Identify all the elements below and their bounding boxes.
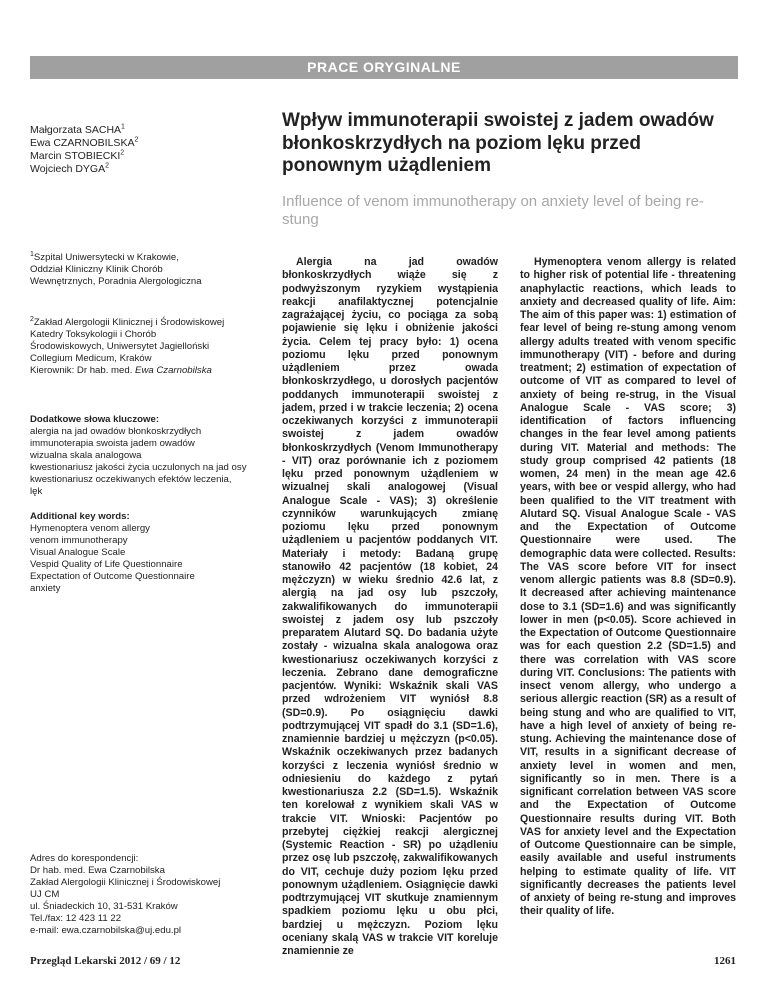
correspondence-address: Adres do korespondencji: Dr hab. med. Ewa Czarnobilska Zakład Alergologii Klinicznej i Środowiskowej UJ CM ul. Śniadeckich 10, 31-531 Kraków Tel./fax: 12 423 11 22 e-mail: ewa.czarnobilska@uj.edu.pl: [30, 853, 221, 936]
section-banner: PRACE ORYGINALNE: [30, 56, 738, 79]
keyword: anxiety: [30, 583, 61, 594]
keyword: Vespid Quality of Life Questionnaire: [30, 559, 183, 570]
keyword: Hymenoptera venom allergy: [30, 523, 150, 534]
keywords-english: [30, 511, 270, 595]
affiliation-2: $^2$Zakład Alergologii Klinicznej i Środowiskowej Katedry Toksykologii i Chorób Środowiskowych, Uniwersytet Jagielloński Collegium Medicum, Kraków Kierownik: Dr hab. med. Ewa Czarnobilska: [30, 315, 225, 376]
keyword: kwestionariusz jakości życia uczulonych na jad osy: [30, 462, 247, 473]
top-margin: [0, 0, 768, 47]
keyword: wizualna skala analogowa: [30, 450, 142, 461]
keyword: kwestionariusz oczekiwanych efektów leczenia,: [30, 474, 232, 485]
keywords-polish: [30, 414, 270, 498]
keywords-heading: Dodatkowe słowa kluczowe:: [30, 414, 160, 425]
abstract-polish: Alergia na jad owadów błonkoskrzydłych wiąże się z podwyższonym ryzykiem wystąpienia reakcji anafilaktycznej potencjalnie zagrażającej życiu, co pociąga za sobą pojawienie się lęku i obniżenie jakości życia. Celem tej pracy było: 1) ocena poziomu lęku przed ponownym użądleniem przez owada błonkoskrzydłego, u dorosłych pacjentów poddanych immunoterapii swoistej z jadem, przed i w trakcie leczenia; 2) ocena oczekiwanych korzyści z immunoterapii swoistej z jadem owadów błonkoskrzydłych (Venom Immunotherapy - VIT) oraz porównanie ich z poziomem lęku przed ponownym użądleniem w wizualnej skali analogowej (Visual Analogue Scale - VAS); 3) określenie czynników warunkujących zmianę poziomu lęku przed ponownym użądleniem u pacjentów poddanych VIT. Materiały i metody: Badaną grupę stanowiło 42 pacjentów (18 kobiet, 24 mężczyzn) w wieku średnio 42.6 lat, z alergią na jad osy lub pszczoły, zakwalifikowanych do immunoterapii swoistej z jadem osy lub pszczoły preparatem Alutard SQ. Do badania użyte zostały - wizualna skala analogowa oraz kwestionariusz oczekiwanych korzyści z leczenia. Zebrano dane demograficzne pacjentów. Wyniki: Wskaźnik skali VAS przed wdrożeniem VIT wyniósł 8.8 (SD=0.9). Po osiągnięciu dawki podtrzymującej VIT spadł do 3.1 (SD=1.6), znamiennie bardziej u mężczyzn (p<0.05). Wskaźnik oczekiwanych przez badanych korzyści z leczenia wyniósł średnio w odniesieniu do każdego z pytań kwestionariusza 2.2 (SD=1.5). Wskaźnik ten korelował z wynikiem skali VAS w trakcie VIT. Wnioski: Pacjentów po przebytej ciężkiej reakcji alergicznej (Systemic Reaction - SR) po użądleniu przez osę lub pszczołę, zakwalifikowanych do VIT, cechuje duży poziom lęku przed ponownym użądleniem. Osiągnięcie dawki podtrzymującej VIT skutkuje znamiennym spadkiem poziomu lęku u obu płci, bardziej u mężczyzn. Poziom lęku oceniany skalą VAS w trakcie VIT koreluje znamiennie ze: [282, 256, 498, 957]
keyword: Expectation of Outcome Questionnaire: [30, 571, 195, 582]
keywords-heading: Additional key words:: [30, 511, 130, 522]
article-title-english: Influence of venom immunotherapy on anxiety level of being re-stung: [282, 193, 704, 228]
author: Małgorzata SACHA$^1$: [30, 123, 125, 136]
author: Ewa CZARNOBILSKA$^2$: [30, 136, 139, 149]
keyword: Visual Analogue Scale: [30, 547, 126, 558]
author: Marcin STOBIECKI$^2$: [30, 149, 125, 162]
keyword: alergia na jad owadów błonkoskrzydłych: [30, 426, 202, 437]
article-title-polish: Wpływ immunoterapii swoistej z jadem owadów błonkoskrzydłych na poziom lęku przed ponownym użądleniem: [282, 110, 714, 176]
keyword: immunoterapia swoista jadem owadów: [30, 438, 195, 449]
affiliation-1: $^1$Szpital Uniwersytecki w Krakowie, Oddział Kliniczny Klinik Chorób Wewnętrznych, Poradnia Alergologiczna: [30, 250, 202, 287]
keyword: lęk: [30, 486, 43, 497]
page-number: 1261: [714, 955, 736, 967]
keyword: venom immunotherapy: [30, 535, 128, 546]
author: Wojciech DYGA$^2$: [30, 162, 109, 175]
journal-citation: Przegląd Lekarski 2012 / 69 / 12: [30, 955, 181, 967]
abstract-english: Hymenoptera venom allergy is related to higher risk of potential life - threatening anaphylactic reactions, which leads to anxiety and decreased quality of life. Aim: The aim of this paper was: 1) estimation of fear level of being re-stung among venom allergy adults treated with venom specific immunotherapy (VIT) - before and during treatment; 2) estimation of expectation of outcome of VIT as compared to level of anxiety of being re-strug, in the Visual Analogue Scale - VAS score; 3) identification of factors influencing changes in the fear level among patients during VIT. Material and methods: The study group comprised 42 patients (18 women, 24 men) in the mean age 42.6 years, with bee or vespid allergy, who had been qualified to the VIT treatment with Alutard SQ. Visual Analogue Scale - VAS and the Expectation of Outcome Questionnaire were used. The demographic data were collected. Results: The VAS score before VIT for insect venom allergic patients was 8.8 (SD=0.9). It decreased after achieving maintenance dose to 3.1 (SD=1.6) and was significantly lower in men (p<0.05). Score achieved in the Expectation of Outcome Questionnaire was for each question 2.2 (SD=1.5) and there was correlation with VAS score during VIT. Conclusions: The patients with insect venom allergy, who undergo a serious allergic reaction (SR) as a result of being stung and who are qualified to VIT, have a high level of anxiety of being re-stung. Achieving the maintenance dose of VIT, results in a significant decrease of anxiety level in women and men, significantly so in men. There is a significant correlation between VAS score and the Expectation of Outcome Questionnaire results during VIT. Both VAS for anxiety level and the Expectation of Outcome Questionnaire can be simple, easily available and useful instruments helping to estimate quality of life. VIT significantly decreases the patients level of anxiety of being re-stung and improves their quality of life.: [520, 256, 736, 918]
author-list: [30, 124, 250, 176]
